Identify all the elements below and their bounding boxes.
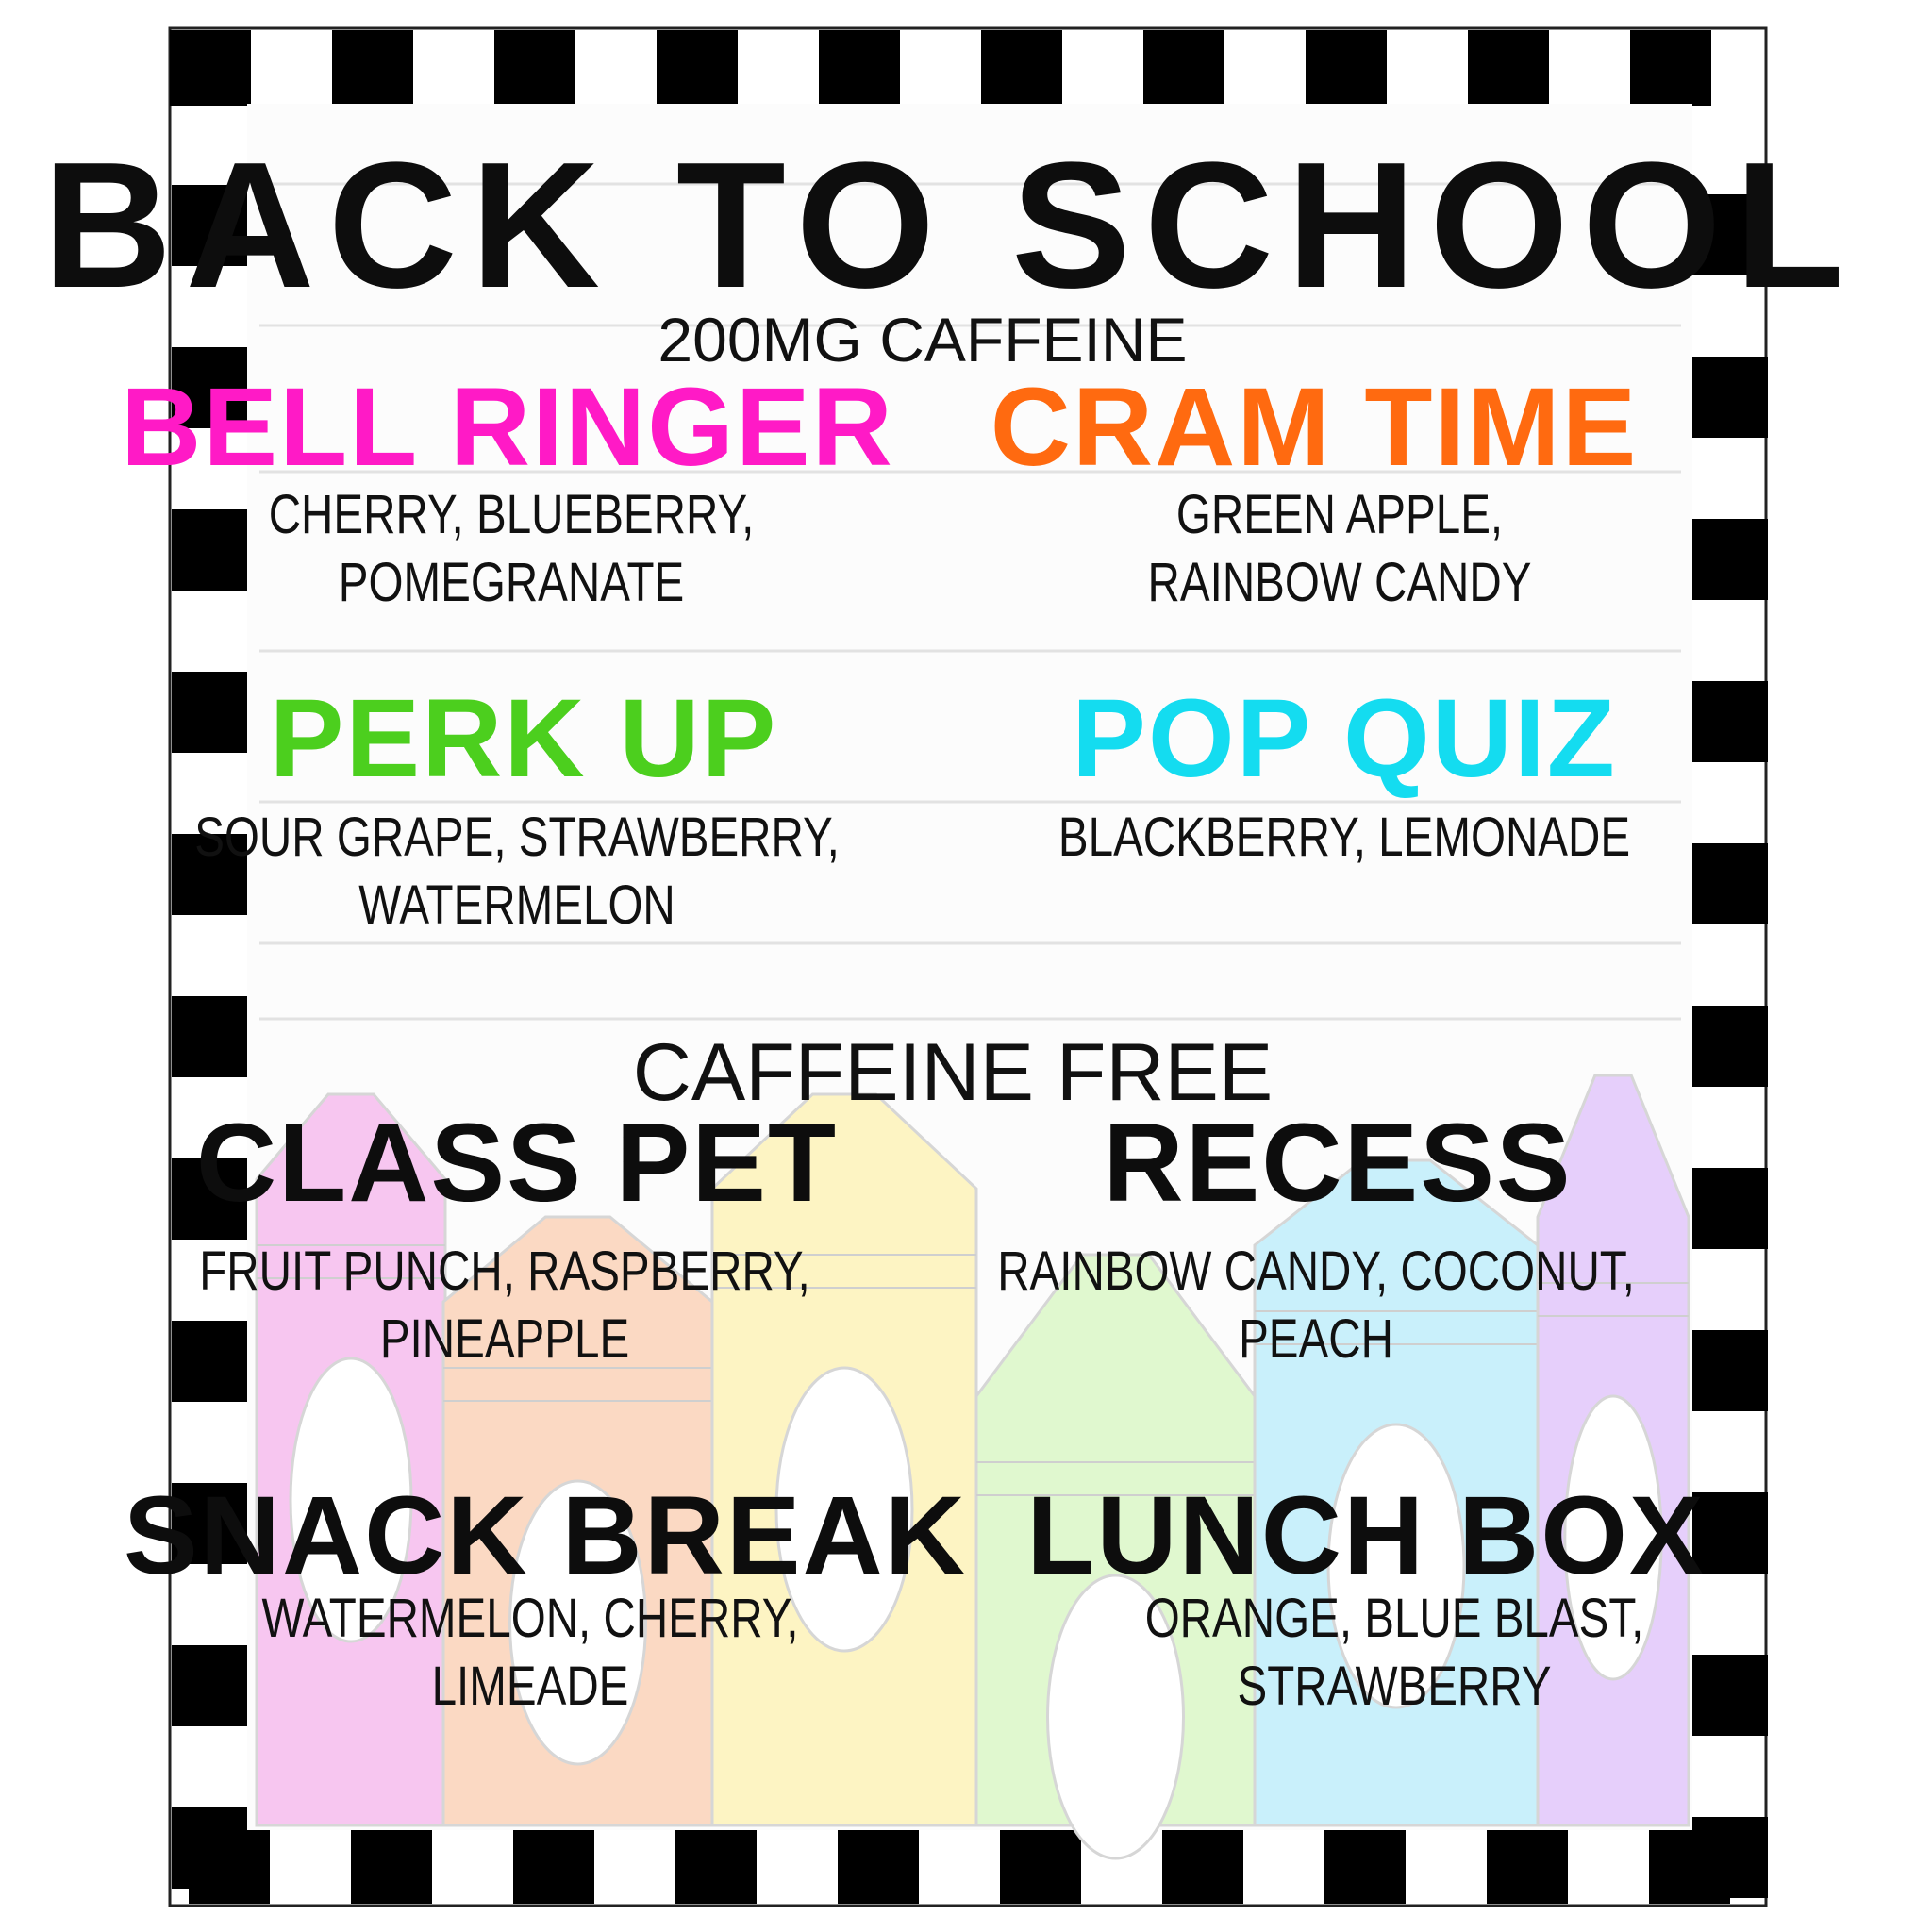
border-stripe (1324, 1828, 1406, 1904)
drink-name-cram-time: CRAM TIME (990, 365, 1639, 490)
drink-name-bell-ringer: BELL RINGER (121, 365, 894, 490)
border-stripe (1692, 1330, 1768, 1411)
drink-name-class-pet: CLASS PET (195, 1101, 839, 1225)
flavor-line: BLACKBERRY, LEMONADE (1058, 807, 1631, 868)
border-stripe (838, 1828, 919, 1904)
border-stripe (172, 1807, 247, 1889)
drink-name-pop-quiz: POP QUIZ (1072, 676, 1617, 801)
flavor-line: GREEN APPLE, (1175, 484, 1504, 545)
border-stripe (675, 1828, 757, 1904)
section-caffeinated-heading: 200MG CAFFEINE (658, 305, 1188, 375)
drink-name-perk-up: PERK UP (269, 676, 778, 801)
flavor-line: FRUIT PUNCH, RASPBERRY, (199, 1241, 810, 1302)
border-stripe (172, 509, 247, 591)
border-stripe (819, 30, 900, 106)
section-caffeine-free-heading: CAFFEINE FREE (632, 1027, 1274, 1118)
drink-flavors-lunch-box (1145, 1585, 1644, 1721)
border-stripe (1692, 843, 1768, 924)
drink-flavors-perk-up (194, 804, 840, 940)
border-stripe (170, 30, 251, 106)
border-stripe (1306, 30, 1387, 106)
border-stripe (1692, 519, 1768, 600)
flavor-line: PINEAPPLE (379, 1308, 630, 1370)
drink-name-recess: RECESS (1103, 1101, 1573, 1225)
border-stripe (172, 1645, 247, 1726)
border-stripe (1692, 1006, 1768, 1087)
flavor-line: LIMEADE (431, 1656, 629, 1717)
border-stripe (1468, 30, 1549, 106)
flavor-line: WATERMELON, CHERRY, (261, 1588, 799, 1649)
border-stripe (1000, 1828, 1081, 1904)
border-stripe (1692, 357, 1768, 438)
drink-flavors-bell-ringer (269, 481, 755, 617)
border-stripe (172, 996, 247, 1077)
flavor-line: RAINBOW CANDY, COCONUT, (997, 1241, 1635, 1302)
flavor-line: RAINBOW CANDY (1147, 552, 1532, 613)
border-stripe (1162, 1828, 1243, 1904)
border-stripe (657, 30, 738, 106)
flavor-line: POMEGRANATE (338, 552, 685, 613)
border-stripe (1487, 1828, 1568, 1904)
border-stripe (1143, 30, 1224, 106)
border-stripe (513, 1828, 594, 1904)
drink-name-snack-break: SNACK BREAK (124, 1474, 967, 1598)
drink-flavors-cram-time (1148, 481, 1532, 617)
drink-flavors-snack-break (261, 1585, 798, 1721)
drink-name-lunch-box: LUNCH BOX (1026, 1474, 1706, 1598)
border-stripe (494, 30, 575, 106)
flavor-line: STRAWBERRY (1237, 1656, 1552, 1717)
border-stripe (1692, 1168, 1768, 1249)
drink-flavors-recess (997, 1238, 1635, 1374)
drink-flavors-pop-quiz (1058, 804, 1630, 872)
flavor-line: WATERMELON (358, 874, 675, 936)
flavor-line: PEACH (1239, 1308, 1393, 1370)
border-stripe (172, 672, 247, 753)
border-stripe (981, 30, 1062, 106)
border-stripe (1692, 681, 1768, 762)
border-stripe (1692, 1817, 1768, 1898)
border-stripe (1630, 30, 1711, 106)
flavor-line: CHERRY, BLUEBERRY, (268, 484, 755, 545)
flavor-line: ORANGE, BLUE BLAST, (1144, 1588, 1644, 1649)
drink-flavors-class-pet (199, 1238, 810, 1374)
menu-title: BACK TO SCHOOL (42, 125, 1857, 325)
border-stripe (351, 1828, 432, 1904)
border-stripe (1692, 1655, 1768, 1736)
flavor-line: SOUR GRAPE, STRAWBERRY, (194, 807, 840, 868)
border-stripe (332, 30, 413, 106)
